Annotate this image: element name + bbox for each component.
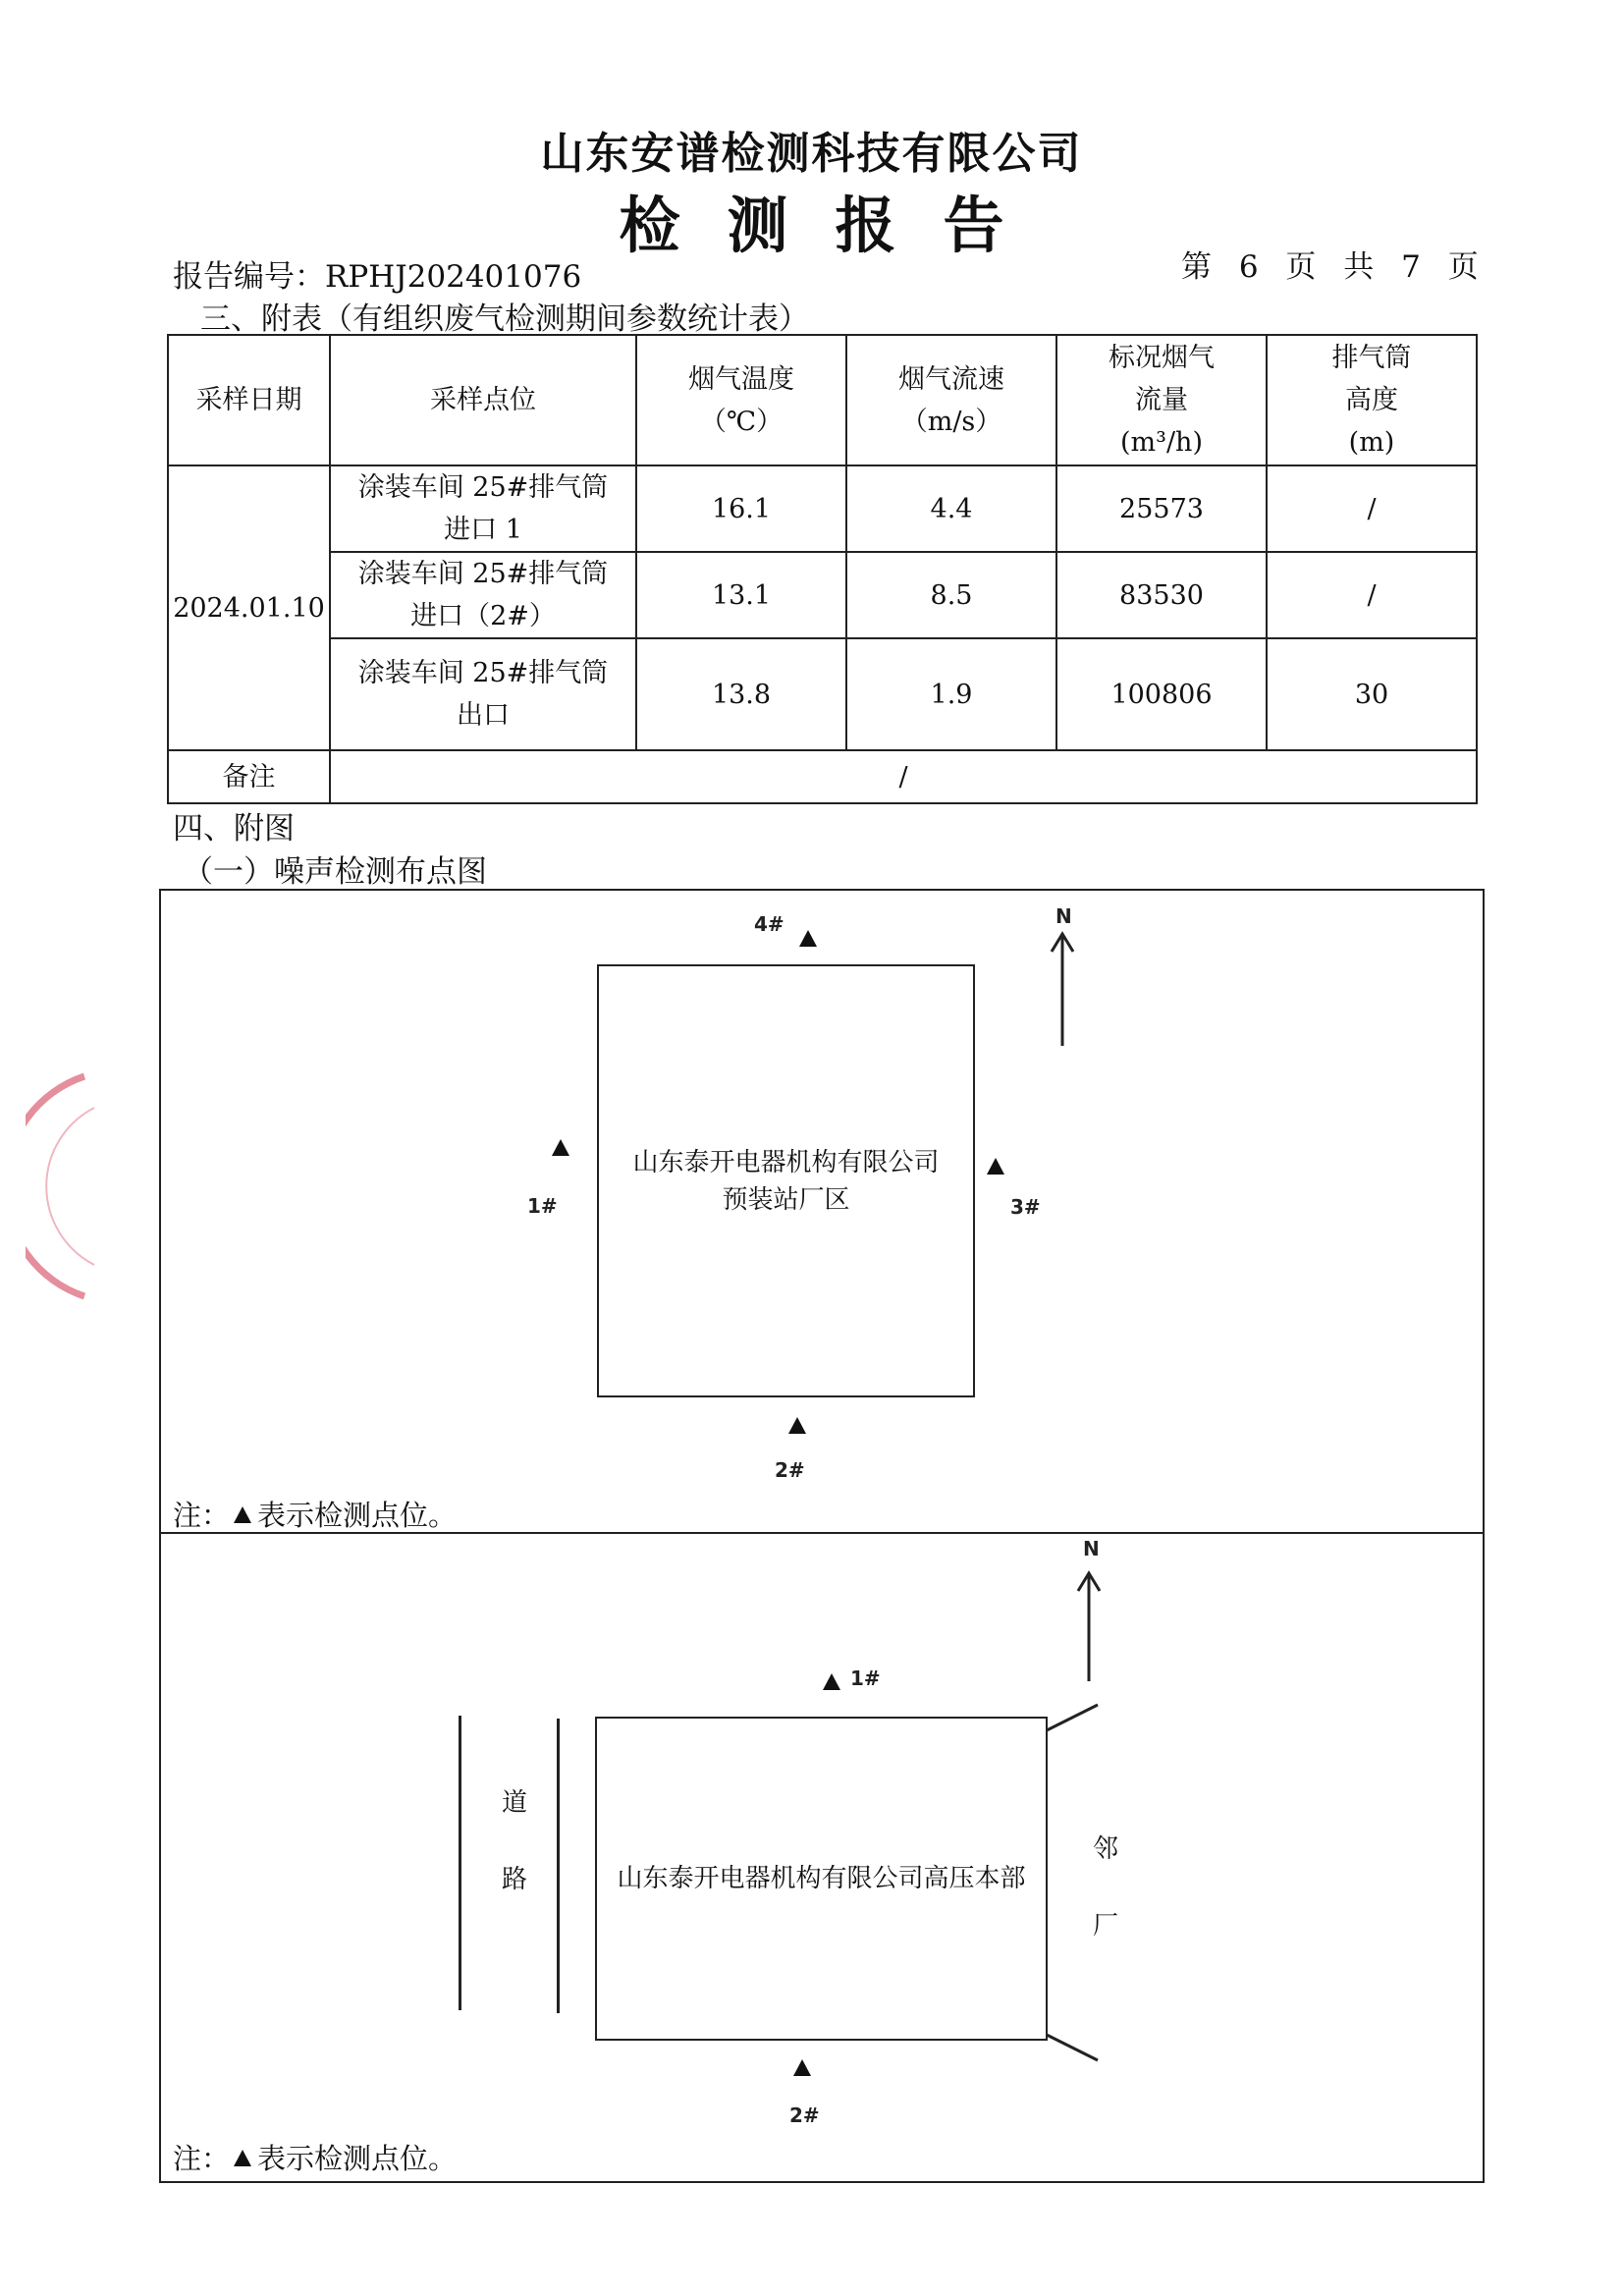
report-number: 报告编号：RPHJ202401076 xyxy=(173,259,582,295)
point-line2: 进口（2#） xyxy=(410,601,556,631)
flow-cell: 100806 xyxy=(1056,638,1267,750)
point-line2: 出口 xyxy=(457,700,510,731)
monitoring-point-3-icon xyxy=(987,1158,1004,1175)
temp-cell: 13.8 xyxy=(636,638,846,750)
diagram-2-note xyxy=(173,2137,457,2177)
monitoring-point-3-label: 3# xyxy=(1010,1195,1041,1219)
table-row xyxy=(168,465,1477,552)
table-row xyxy=(168,552,1477,638)
table-header-row xyxy=(168,335,1477,465)
monitoring-point-1-icon xyxy=(552,1139,569,1156)
monitoring-point-4-icon xyxy=(799,930,817,947)
speed-cell: 8.5 xyxy=(846,552,1056,638)
plant-building-1-line1: 山东泰开电器机构有限公司 xyxy=(632,1147,940,1177)
point-cell xyxy=(330,552,636,638)
col-flow-header-line3: (m³/h) xyxy=(1120,427,1203,458)
north-label: N xyxy=(1083,1537,1100,1560)
monitoring-point-4-label: 4# xyxy=(754,912,784,936)
point-line1: 涂装车间 25#排气筒 xyxy=(357,658,609,688)
road-line-left xyxy=(459,1716,461,2010)
speed-cell: 1.9 xyxy=(846,638,1056,750)
note-text: 表示检测点位。 xyxy=(257,2142,458,2175)
report-title: 检测报告 xyxy=(619,190,1052,261)
diagram-1-note xyxy=(173,1494,457,1534)
point-cell xyxy=(330,465,636,552)
note-text: 表示检测点位。 xyxy=(257,1499,458,1532)
north-arrow-icon xyxy=(1045,930,1080,1048)
col-flow-header xyxy=(1056,335,1267,465)
col-flow-header-line2: 流量 xyxy=(1135,385,1188,415)
page-info: 第 6 页 共 7 页 xyxy=(1181,249,1488,285)
sampling-date-cell: 2024.01.10 xyxy=(168,465,330,750)
col-temp-header-line2: （℃） xyxy=(699,406,784,437)
note-prefix: 注： xyxy=(173,1499,231,1532)
neighbor-boundary-lines xyxy=(1043,1701,1102,2064)
company-name: 山东安谱检测科技有限公司 xyxy=(540,129,1083,179)
road-line-right xyxy=(557,1719,560,2013)
flow-cell: 25573 xyxy=(1056,465,1267,552)
north-label: N xyxy=(1055,904,1072,928)
parameter-stats-table xyxy=(167,334,1478,804)
col-height-header-line3: (m) xyxy=(1348,427,1395,458)
noise-layout-subheading: （一）噪声检测布点图 xyxy=(183,854,487,890)
neighbor-label-1: 邻 xyxy=(1093,1834,1119,1864)
plant-building-2-label: 山东泰开电器机构有限公司高压本部 xyxy=(617,1864,1026,1893)
monitoring-point-2-label: 2# xyxy=(789,2104,820,2127)
col-flow-header-line1: 标况烟气 xyxy=(1109,343,1215,373)
monitoring-point-1-label: 1# xyxy=(527,1194,558,1218)
monitoring-point-2-label: 2# xyxy=(775,1458,805,1482)
col-temp-header-line1: 烟气温度 xyxy=(688,363,794,395)
col-speed-header-line2: （m/s） xyxy=(900,406,1002,437)
plant-building-1-line2: 预装站厂区 xyxy=(722,1184,850,1215)
point-line1: 涂装车间 25#排气筒 xyxy=(357,559,609,589)
temp-cell: 13.1 xyxy=(636,552,846,638)
road-label-2: 路 xyxy=(502,1865,528,1894)
monitoring-point-1-label: 1# xyxy=(850,1667,881,1690)
height-cell: / xyxy=(1267,552,1477,638)
point-line1: 涂装车间 25#排气筒 xyxy=(357,472,609,503)
plant-building-2 xyxy=(595,1717,1048,2041)
col-height-header-line2: 高度 xyxy=(1345,385,1398,415)
flow-cell: 83530 xyxy=(1056,552,1267,638)
monitoring-point-1-icon xyxy=(823,1673,840,1690)
red-seal-stamp xyxy=(26,1068,173,1304)
noise-diagram-1 xyxy=(159,889,1485,1534)
speed-cell: 4.4 xyxy=(846,465,1056,552)
plant-building-1 xyxy=(597,964,975,1397)
section4-heading: 四、附图 xyxy=(173,811,295,847)
remark-label: 备注 xyxy=(168,750,330,803)
col-speed-header-line1: 烟气流速 xyxy=(898,363,1004,395)
north-arrow-icon xyxy=(1071,1569,1107,1683)
temp-cell: 16.1 xyxy=(636,465,846,552)
monitoring-point-legend-icon xyxy=(234,2150,251,2166)
road-label-1: 道 xyxy=(502,1788,528,1818)
height-cell: / xyxy=(1267,465,1477,552)
monitoring-point-legend-icon xyxy=(234,1506,251,1523)
col-speed-header xyxy=(846,335,1056,465)
height-cell: 30 xyxy=(1267,638,1477,750)
col-height-header xyxy=(1267,335,1477,465)
note-prefix: 注： xyxy=(173,2142,231,2175)
col-point-header: 采样点位 xyxy=(330,335,636,465)
point-cell xyxy=(330,638,636,750)
col-date-header: 采样日期 xyxy=(168,335,330,465)
monitoring-point-2-icon xyxy=(793,2059,811,2076)
noise-diagram-2 xyxy=(159,1532,1485,2183)
remark-row xyxy=(168,750,1477,803)
neighbor-label-2: 厂 xyxy=(1093,1911,1119,1941)
monitoring-point-2-icon xyxy=(788,1417,806,1434)
point-line2: 进口 1 xyxy=(444,515,522,545)
table-row xyxy=(168,638,1477,750)
col-temp-header xyxy=(636,335,846,465)
section3-heading: 三、附表（有组织废气检测期间参数统计表） xyxy=(200,301,809,337)
remark-value: / xyxy=(330,750,1477,803)
col-height-header-line1: 排气筒 xyxy=(1331,343,1412,373)
